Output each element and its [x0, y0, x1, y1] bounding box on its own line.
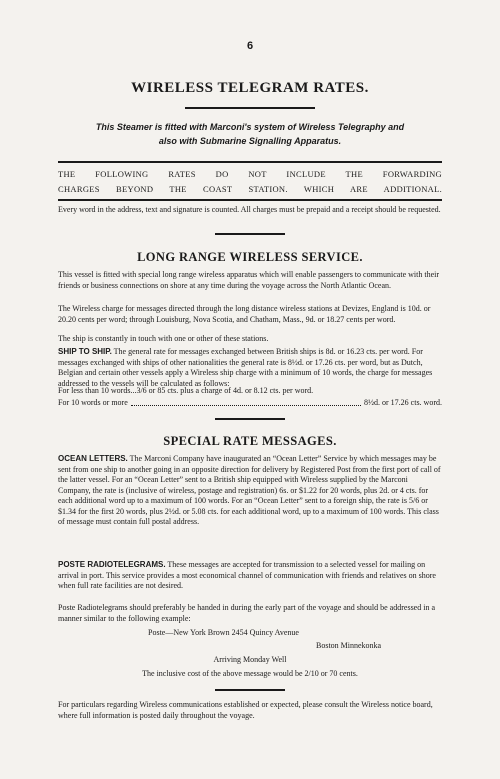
notice-line-1: THE FOLLOWING RATES DO NOT INCLUDE THE FORWARDING [58, 169, 442, 179]
page-title: WIRELESS TELEGRAM RATES. [131, 80, 369, 96]
ship-to-ship-text: The general rate for messages exchanged between British ships is 8d. or 16.23 cts. per word. For messages exchanged with ships of other nationalities the general rate is 8½d. or 17.26 cts. per word, but as Dutch, Belgian and certain other vessels apply a Wireless ship charge with a minimum of 10 words, the charge for messages addressed to the vessels will be calculated as follows: [58, 347, 433, 388]
dot-leader [131, 398, 361, 406]
rate-10-or-more [58, 398, 442, 409]
poste-text: These messages are accepted for transmission to a selected vessel for mailing on arrival in port. This service provides a most economical channel of communication with friends and relatives on shore when full rate facilities are not desired. [58, 560, 436, 590]
notice-top-rule [58, 161, 442, 163]
example-line-3: Arriving Monday Well [213, 655, 287, 664]
section-divider [215, 233, 285, 235]
ocean-letters-label: OCEAN LETTERS. [58, 454, 128, 463]
page-number: 6 [246, 40, 254, 52]
example-cost: The inclusive cost of the above message would be 2/10 or 70 cents. [142, 669, 358, 678]
subtitle-line-2: also with Submarine Signalling Apparatus. [158, 136, 342, 146]
notice-bottom-rule [58, 199, 442, 201]
long-range-heading: LONG RANGE WIRELESS SERVICE. [137, 250, 363, 264]
poste-label: POSTE RADIOTELEGRAMS. [58, 560, 166, 569]
section-divider-3 [215, 689, 285, 691]
example-line-2: Boston Minnekonka [316, 641, 382, 650]
subtitle-line-1: This Steamer is fitted with Marconi's system of Wireless Telegraphy and [95, 122, 405, 132]
ocean-letters-paragraph [58, 454, 442, 528]
footer-paragraph: For particulars regarding Wireless communications established or expected, please consult the Wireless notice board, where full information is posted daily throughout the voyage. [58, 700, 433, 720]
long-range-p1: This vessel is fitted with special long range wireless apparatus which will enable passengers to communicate with their friends or business connections on shore at any time during the voyage across the North Atlantic Ocean. [58, 270, 440, 290]
rate-10-value: 8½d. or 17.26 cts. word. [364, 398, 442, 407]
subtitle [60, 120, 440, 148]
poste-paragraph [58, 560, 442, 592]
section-divider-2 [215, 418, 285, 420]
long-range-p2: The Wireless charge for messages directed through the long distance wireless stations at Devizes, England is 10d. or 20.20 cents per word; through Louisburg, Nova Scotia, and Chatham, Mass., 9d. or 18.27 cents per word. [58, 304, 431, 324]
example-line-1: Poste—New York Brown 2454 Quincy Avenue [148, 628, 299, 637]
long-range-p3: The ship is constantly in touch with one or other of these stations. [58, 334, 269, 343]
ocean-letters-text: The Marconi Company have inaugurated an “Ocean Letter” Service by which messages may be sent from one ship to another going in an opposite direction for delivery by Registered Post from the first port of call of the latter vessel. For an “Ocean Letter” sent to a British ship equipped with Wireless supplied by the Marconi Company, the rate is (inclusive of wireless, postage and registration) 6s. or $1.22 for 20 words, plus 2d. or 4 cts. for each additional word up to a maximum of 100 words. For an “Ocean Letter” sent to a foreign ship, the rate is 5/6 or $1.34 for the first 20 words, plus 2½d. or 5.08 cts. for each additional word, up to a maximum of 100 words. This class of message must contain full postal address. [58, 454, 441, 526]
notice-box [58, 167, 442, 197]
rate-10-label: For 10 words or more [58, 398, 128, 407]
ship-to-ship-label: SHIP TO SHIP. [58, 347, 112, 356]
rate-under-10: For less than 10 words...3/6 or 85 cts. plus a charge of 4d. or 8.12 cts. per word. [58, 386, 314, 395]
title-rule [185, 107, 315, 109]
ship-to-ship-paragraph [58, 347, 442, 389]
poste-paragraph-2: Poste Radiotelegrams should preferably be handed in during the early part of the voyage and should be addressed in a manner similar to the following example: [58, 603, 435, 623]
notice-line-2: CHARGES BEYOND THE COAST STATION. WHICH ARE ADDITIONAL. [58, 184, 442, 194]
special-heading: SPECIAL RATE MESSAGES. [163, 434, 337, 448]
intro-paragraph: Every word in the address, text and signature is counted. All charges must be prepaid and a receipt should be requested. [58, 205, 441, 214]
